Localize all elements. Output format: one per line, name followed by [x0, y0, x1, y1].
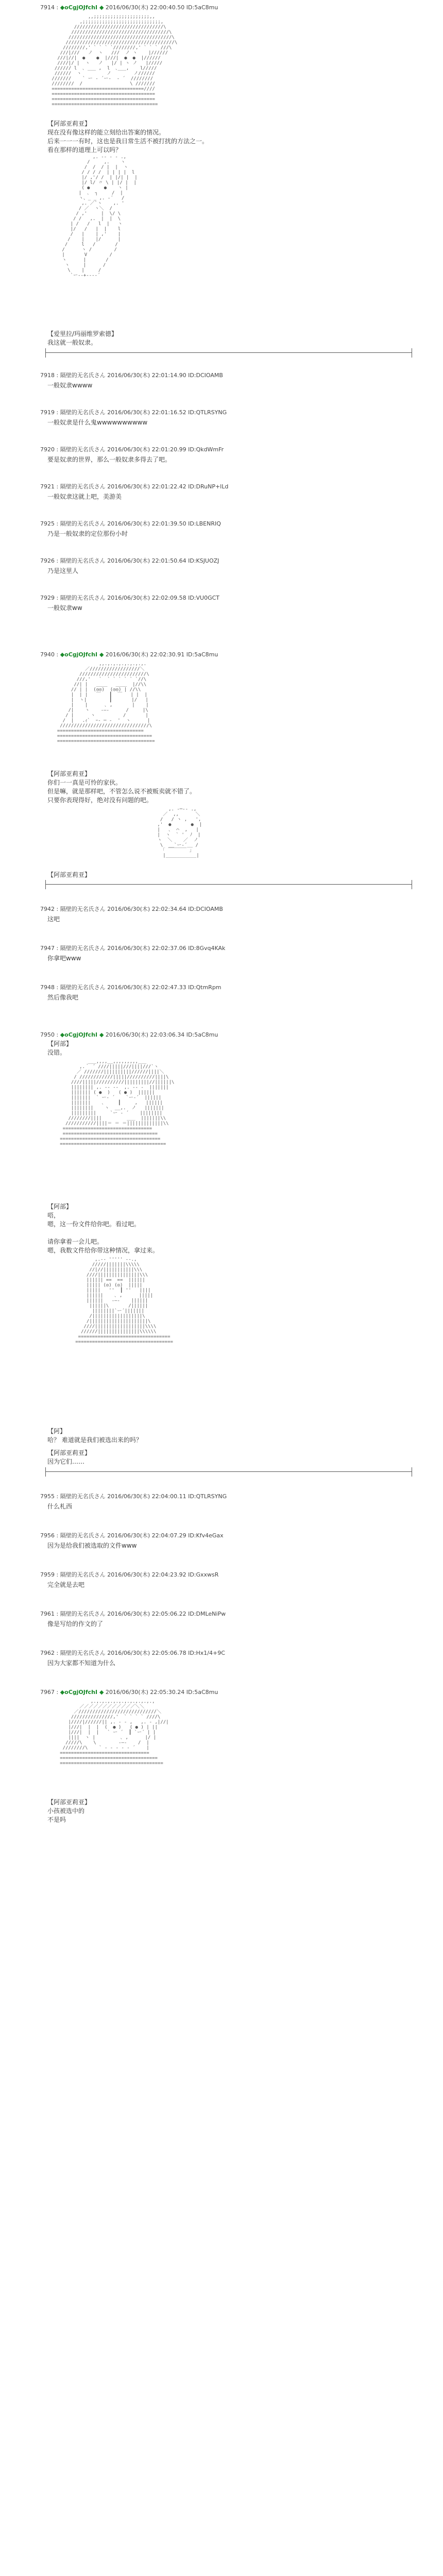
post-number: 7948 : — [40, 984, 59, 991]
post-text: 你拿吧www — [47, 955, 81, 962]
post-header — [40, 1688, 218, 1696]
poster-name[interactable]: 隔壁的无名氏さん — [60, 372, 106, 379]
post-header — [40, 519, 221, 528]
poster-name[interactable]: 隔壁的无名氏さん — [60, 1493, 106, 1500]
post-date: 2016/06/30(木) 22:03:06.34 ID:5aC8mu — [105, 1031, 218, 1038]
post-text: 像是写给的作文的了 — [47, 1620, 104, 1628]
post-number: 7955 : — [40, 1493, 59, 1500]
ascii-art: ,. -─‐- ., ／ ,, ＼ / / ヽ , ', ,' ● ● | | ､ ⌒ , | | ヽ ` ' ﾉ | ヽ ＼ ／ ノ \ __`ー‐´__ / ｢ ￣￣￣￣ ｣ |___________| — [157, 807, 202, 858]
post-header — [40, 1649, 225, 1657]
post-date: 2016/06/30(木) 22:01:39.50 ID:LBENRIQ — [107, 520, 221, 527]
post-number: 7956 : — [40, 1532, 59, 1539]
post-date: 2016/06/30(木) 22:01:22.42 ID:DRuNP+lLd — [107, 483, 229, 490]
post-header — [40, 1609, 226, 1618]
post-number: 7940 : — [40, 651, 59, 658]
post-date: 2016/06/30(木) 22:04:07.29 ID:Kfv4eGax — [107, 1532, 224, 1539]
post-number: 7920 : — [40, 446, 59, 453]
separator — [45, 1471, 412, 1472]
post-header — [40, 1492, 227, 1500]
poster-name[interactable]: 隔壁的无名氏さん — [60, 409, 106, 416]
post-number: 7921 : — [40, 483, 59, 490]
post-text: 【阿部亚莉亚】 现在没有像这样的能立刻给出答案的情况。 后来一一一有时，这也是我日常生活不被打扰的方法之一。 看在那样的道理上可以吗？ — [47, 120, 209, 154]
post-number: 7919 : — [40, 409, 59, 416]
poster-name[interactable]: 隔壁的无名氏さん — [60, 446, 106, 453]
post-number: 7914 : — [40, 4, 59, 11]
post-header — [40, 650, 218, 658]
post-text: 一般奴隶这就上吧，美游美 — [47, 493, 122, 500]
post-text: 【阿部亚莉亚】 小孩被选中的 不是吗 — [47, 1799, 91, 1823]
post-date: 2016/06/30(木) 22:01:20.99 ID:QkdWmFr — [107, 446, 224, 453]
post-text: 这吧 — [47, 916, 60, 923]
post-text: 乃是这里人 — [47, 567, 79, 574]
poster-name[interactable]: ◆oCgjOJfchI ◆ — [60, 1689, 104, 1696]
poster-name[interactable]: ◆oCgjOJfchI ◆ — [60, 1031, 104, 1038]
post-number: 7950 : — [40, 1031, 59, 1038]
post-header — [40, 594, 219, 602]
post-text: 【阿部亚莉亚】 因为它们…… — [47, 1449, 91, 1465]
post-header — [40, 944, 225, 952]
post-text: 什么札西 — [47, 1503, 73, 1510]
poster-name[interactable]: 隔壁的无名氏さん — [60, 557, 106, 564]
poster-name[interactable]: 隔壁的无名氏さん — [60, 945, 106, 952]
poster-name[interactable]: ◆oCgjOJfchI ◆ — [60, 4, 104, 11]
post-date: 2016/06/30(木) 22:02:09.58 ID:VU0GCT — [107, 595, 219, 601]
post-header — [40, 3, 218, 11]
post-header — [40, 905, 223, 913]
post-date: 2016/06/30(木) 22:05:30.24 ID:5aC8mu — [105, 1689, 218, 1696]
post-date: 2016/06/30(木) 22:02:30.91 ID:5aC8mu — [105, 651, 218, 658]
post-header — [40, 482, 228, 490]
post-text: 一般奴隶是什么鬼wwwwwwwwww — [47, 419, 148, 426]
post-number: 7929 : — [40, 595, 59, 601]
ascii-art: ___,,,,__,,,,,,,,,___ ,.｀ ´ ////|||||///||||///`ヽ ／ ///////||||||||||//////||||＼ / ////////////|||||//////////||||\ ////|||||//////////|||||||||//||||||\ |||||||| ,. -‐ ‐- ,. -‐ - ||||||| ||||||| ( ● ) ( ● ) |||||| ||||||| ` ー‐ ´ `ー‐´ |||||| ||||||| ､ ┃ , |||||| |||||||| ヽ __,. ノ ||||||| ||||||||| `ー ‐ ´ |||||||| ////////|||| ___ |||||||\\ ///////////||||＝ ＝ ＝|||||||||||||\\ ================================ ================================== ==================================== ====================================== — [60, 1059, 175, 1147]
post-date: 2016/06/30(木) 22:01:14.90 ID:DCIOAMB — [107, 372, 223, 379]
post-header — [40, 556, 219, 565]
separator — [45, 884, 412, 885]
ascii-art: ,,;;;;;;;;;;;;;;;;;;;;,, ,;;;;;;;;;;;;;;;;;;;;;;;;;;;;, ////////////////////////////////\ ///////////////////////////////////\ /////////////////////////////////////\ ///////////////////////////////////////\ ////////,' ` ` ` `////////,' ` ` ` ///\ ///|/// ノ ヽ /// ノ ヽ |////// ///|//| ● ● |///| ● ● |////// ////|/ | ヽ ノ |/ | ヽ ノ |///// ////// l ､ ___ , l ､___, l///// ////// ヽ ノ ノ////// /////// ` ー ‐ ´ー‐ ‐ ´ //////// //////// / \ /////// =================================//// ===================================== ===================================== ====================================== — [52, 14, 178, 107]
post-text: 然后像我吧 — [47, 994, 79, 1001]
post-number: 7926 : — [40, 557, 59, 564]
post-date: 2016/06/30(木) 22:01:50.64 ID:KSJUOZJ — [107, 557, 219, 564]
post-date: 2016/06/30(木) 22:05:06.78 ID:Hx1/4+9C — [107, 1650, 225, 1656]
poster-name[interactable]: 隔壁的无名氏さん — [60, 483, 106, 490]
post-header — [40, 1531, 224, 1539]
post-header — [40, 408, 227, 416]
ascii-art: ,,.,.,.,.,.,.,.,. ／//////////////////＼ ////////////////////////\ ///,' ` ` ` ` ` ` `//\ //| | ____ ____ |//\\ // | | (◎◎) (◎◎) | //\\ | | | ￣ ┃ ￣ | | | | ヽ| ┃ |/ | | | ､ , | | /| ヽ ‐―‐ / |\ / | ヽ / | / | .ｨ` ｰ- ─ ‐ ' ヽ | ////////////////////////////////\ =============================== ================================== =================================== — [57, 662, 155, 744]
post-text: 【阿部】 唔， 嗯，这一份文件给你吧。看过吧。 请你拿着一会儿吧。 嗯，我数文件给你带这种情况，拿过来。 — [47, 1203, 159, 1254]
post-number: 7925 : — [40, 520, 59, 527]
poster-name[interactable]: ◆oCgjOJfchI ◆ — [60, 651, 104, 658]
post-date: 2016/06/30(木) 22:02:37.06 ID:8Gvq4KAk — [107, 945, 226, 952]
post-number: 7918 : — [40, 372, 59, 379]
post-text: 【阿】 哈？ 难道就是我们被选出来的吗？ — [47, 1428, 142, 1444]
post-number: 7962 : — [40, 1650, 59, 1656]
post-number: 7961 : — [40, 1611, 59, 1617]
ascii-art: ,. -‐ ‐ - ., / ,. ヽ / / / | | ヽ / / / / | | | | l |/ ,'/ / | |/| | | |/ l/ 〃 \ | |/ | | ( ● ● ヽ | | ､ ┐ / | ヽ、_ _ ,. ‐´ / ,. ／`ヽ ,. ' / ／ ヽ＼ / / ,' | \/ \ / / ,. | | \ | / / l | ヽ |/ / | | l / | | ,' | / | |/ | / l / / / ヽ / / | V / ヽ | / ヽ | / \ | / `ー--+---‐´ — [62, 155, 138, 278]
post-number: 7967 : — [40, 1689, 59, 1696]
post-header — [40, 1570, 218, 1579]
post-date: 2016/06/30(木) 22:02:47.33 ID:QtmRpm — [107, 984, 222, 991]
post-text: 要是奴隶的世界，那么一般奴隶多得去了吧。 — [47, 456, 172, 463]
poster-name[interactable]: 隔壁的无名氏さん — [60, 1650, 106, 1656]
post-date: 2016/06/30(木) 22:00:40.50 ID:5aC8mu — [105, 4, 218, 11]
post-header — [40, 445, 224, 453]
poster-name[interactable]: 隔壁的无名氏さん — [60, 595, 106, 601]
post-date: 2016/06/30(木) 22:04:00.11 ID:QTLRSYNG — [107, 1493, 227, 1500]
post-date: 2016/06/30(木) 22:05:06.22 ID:DMLeNiPw — [107, 1611, 226, 1617]
post-text: 乃是一般奴隶的定位那份小时 — [47, 530, 128, 537]
post-number: 7959 : — [40, 1571, 59, 1578]
post-text: 因为是给我们被选取的文件www — [47, 1542, 137, 1549]
post-date: 2016/06/30(木) 22:01:16.52 ID:QTLRSYNG — [107, 409, 227, 416]
poster-name[interactable]: 隔壁的无名氏さん — [60, 1532, 106, 1539]
ascii-panel — [155, 807, 242, 863]
post-header — [40, 1030, 218, 1039]
post-text: 【阿部】 没错。 — [47, 1040, 73, 1056]
post-date: 2016/06/30(木) 22:04:23.92 ID:GxxwsR — [107, 1571, 219, 1578]
post-number: 7947 : — [40, 945, 59, 952]
ascii-art: ,.-‐ ''''' ‐-., /////|||||||\\\\\ //|//|||||||||||\\\ ////|||||||||||||||\\\ |||||| == == |||||| ||||| (◎) (◎) ||||| ||||| '' ┃ '' |||| |||||| ､ , ||||| |||||| ‐―‐ |||||| ||||||\ /|||||| ||||||||`ー´||||||| /||||||||||||||||||\ /|||||||||||||||||||||\ ////||||||||||||||||||\\\\ //////|||||||||||||||\\\\\\ ================================= =================================== — [75, 1257, 173, 1345]
poster-name[interactable]: 隔壁的无名氏さん — [60, 1611, 106, 1617]
post-text: 【阿部亚莉亚】 你们一一真是可怜的家伙。 但是嘛，就是那样吧，不管怎么说不被贩卖就不错了。 只要你表现得好，绝对没有问题的吧。 — [47, 770, 196, 804]
poster-name[interactable]: 隔壁的无名氏さん — [60, 520, 106, 527]
poster-name[interactable]: 隔壁的无名氏さん — [60, 1571, 106, 1578]
poster-name[interactable]: 隔壁的无名氏さん — [60, 906, 106, 912]
post-text: 因为大家都不知道为什么 — [47, 1659, 116, 1667]
post-header — [40, 983, 222, 991]
post-text: 一般奴隶ww — [47, 604, 82, 612]
post-text: 完全就是去吧 — [47, 1581, 85, 1588]
post-header — [40, 371, 223, 379]
poster-name[interactable]: 隔壁的无名氏さん — [60, 984, 106, 991]
separator — [45, 352, 412, 353]
post-text: 【爱里拉/玛丽维罗索德】 我这就一般奴隶。 — [47, 330, 118, 346]
post-text: 一般奴隶wwww — [47, 382, 93, 389]
post-number: 7942 : — [40, 906, 59, 912]
post-date: 2016/06/30(木) 22:02:34.64 ID:DCIOAMB — [107, 906, 223, 912]
ascii-art: ,.,.,.,.,.,.,.,.,.,.,., ／／／／／／／／／／／／＼＼ ／////////////////////////////＼ ///////////////,' ` ` ` ` ////\ |////|//////|| ,. ‐ ‐ , ,. ‐ ,|//| |///| | | ( ● ) ( ● ) | || |///| | | ` ー ´ ┃ `ー´ | | |||| ヽ | ､ , |/ | /////\ \ ‐―‐ / | ////////\ ` ‐ ‐ ‐ ‐ ‐ ´ | ================================ =================================== ===================================== — [60, 1699, 169, 1766]
post-text: 【阿部亚莉亚】 — [47, 871, 91, 878]
